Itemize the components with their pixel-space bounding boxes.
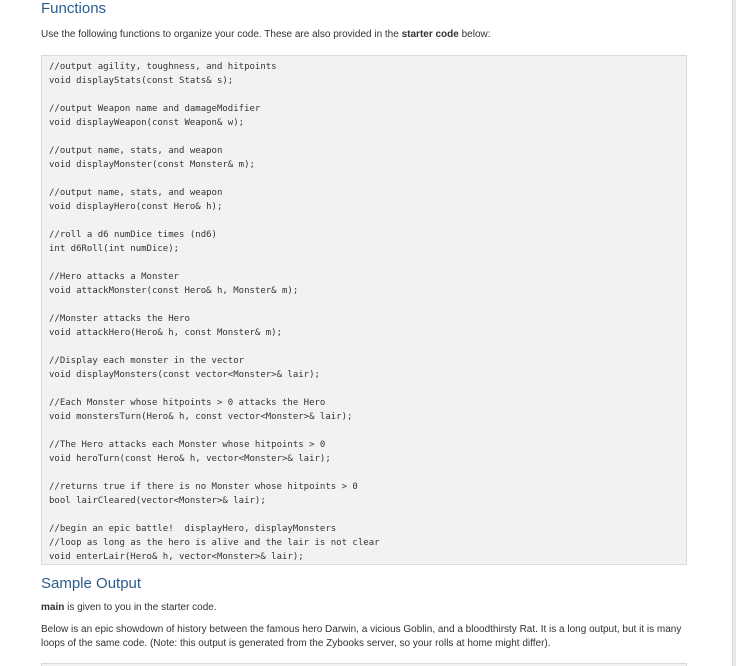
- code-prototype-line: void displayStats(const Stats& s);: [49, 76, 234, 86]
- code-comment-line: //Monster attacks the Hero: [49, 314, 190, 324]
- code-prototype-line: int d6Roll(int numDice);: [49, 244, 180, 254]
- code-group: [49, 438, 686, 466]
- page-right-edge: [732, 0, 736, 666]
- function-prototypes-code-block[interactable]: [41, 55, 687, 565]
- code-comment-line: //Each Monster whose hitpoints > 0 attacks the Hero: [49, 398, 326, 408]
- code-prototype-line: void displayMonsters(const vector<Monster>& lair);: [49, 370, 320, 380]
- code-prototype-line: void attackMonster(const Hero& h, Monster& m);: [49, 286, 299, 296]
- starter-code-emphasis: starter code: [401, 29, 459, 40]
- code-comment-line: //returns true if there is no Monster whose hitpoints > 0: [49, 482, 358, 492]
- main-note: [41, 601, 687, 615]
- document-content: [41, 0, 687, 651]
- code-prototype-line: void displayWeapon(const Weapon& w);: [49, 118, 245, 128]
- code-group: [49, 228, 686, 256]
- sample-output-heading: Sample Output: [41, 575, 142, 592]
- code-group: [49, 60, 686, 88]
- code-comment-line: //output name, stats, and weapon: [49, 188, 223, 198]
- functions-intro: [41, 28, 687, 42]
- main-emphasis: main: [41, 602, 65, 613]
- code-comment-line: //output agility, toughness, and hitpoints: [49, 62, 277, 72]
- code-comment-line: //loop as long as the hero is alive and the lair is not clear: [49, 538, 380, 548]
- intro-text-prefix: Use the following functions to organize your code. These are also provided in the: [41, 29, 402, 40]
- code-group: [49, 396, 686, 424]
- code-group: [49, 312, 686, 340]
- functions-heading: Functions: [41, 0, 107, 17]
- code-prototype-line: void displayMonster(const Monster& m);: [49, 160, 255, 170]
- code-comment-line: //roll a d6 numDice times (nd6): [49, 230, 217, 240]
- code-group: [49, 186, 686, 214]
- code-group: [49, 102, 686, 130]
- code-prototype-line: void heroTurn(const Hero& h, vector<Monster>& lair);: [49, 454, 331, 464]
- code-comment-line: //output Weapon name and damageModifier: [49, 104, 261, 114]
- code-prototype-line: void displayHero(const Hero& h);: [49, 202, 223, 212]
- code-comment-line: //Display each monster in the vector: [49, 356, 245, 366]
- code-prototype-line: void monstersTurn(Hero& h, const vector<Monster>& lair);: [49, 412, 353, 422]
- code-group: [49, 270, 686, 298]
- code-group: [49, 480, 686, 508]
- intro-text-suffix: below:: [458, 29, 491, 40]
- code-group: [49, 354, 686, 382]
- code-comment-line: //output name, stats, and weapon: [49, 146, 223, 156]
- code-prototype-line: bool lairCleared(vector<Monster>& lair);: [49, 496, 266, 506]
- code-comment-line: //The Hero attacks each Monster whose hitpoints > 0: [49, 440, 326, 450]
- code-comment-line: //begin an epic battle! displayHero, displayMonsters: [49, 524, 337, 534]
- code-prototype-line: void enterLair(Hero& h, vector<Monster>& lair);: [49, 552, 304, 562]
- code-prototype-line: void attackHero(Hero& h, const Monster& m);: [49, 328, 282, 338]
- code-group: [49, 522, 686, 564]
- sample-output-description: Below is an epic showdown of history between the famous hero Darwin, a vicious Goblin, and a bloodthirsty Rat. It is a long output, but it is many loops of the same code. (Note: this output is generated from the Zybooks server, so your rolls at home might differ).: [41, 624, 682, 649]
- code-group: [49, 144, 686, 172]
- main-note-suffix: is given to you in the starter code.: [64, 602, 217, 613]
- code-comment-line: //Hero attacks a Monster: [49, 272, 180, 282]
